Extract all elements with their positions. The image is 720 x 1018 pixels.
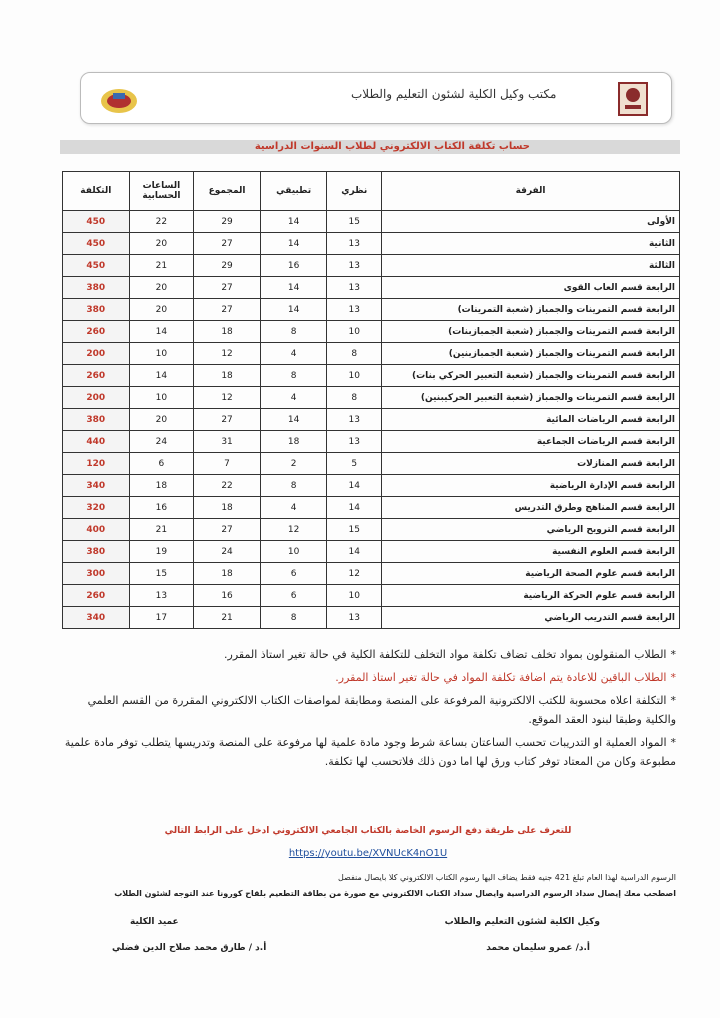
cell-practical: 4 [260, 343, 327, 365]
cell-division: الرابعة قسم التمرينات والجمباز (شعبة التمرينات) [382, 299, 680, 321]
header-theory: نظري [327, 172, 382, 211]
cell-division: الرابعة قسم المناهج وطرق التدريس [382, 497, 680, 519]
cell-credit-hours: 14 [129, 321, 194, 343]
table-row [63, 453, 680, 475]
cell-practical: 14 [260, 409, 327, 431]
table-row [63, 343, 680, 365]
cell-total: 18 [194, 497, 261, 519]
cell-total: 22 [194, 475, 261, 497]
cell-total: 21 [194, 607, 261, 629]
cell-theory: 5 [327, 453, 382, 475]
cell-practical: 8 [260, 475, 327, 497]
bullet-star-icon: * [670, 671, 676, 684]
cell-total: 18 [194, 365, 261, 387]
cell-theory: 13 [327, 431, 382, 453]
table-row [63, 563, 680, 585]
cell-total: 12 [194, 387, 261, 409]
cell-total: 16 [194, 585, 261, 607]
cell-practical: 8 [260, 365, 327, 387]
cell-cost: 120 [63, 453, 130, 475]
cell-division: الرابعة قسم الرياضات الجماعية [382, 431, 680, 453]
cell-total: 27 [194, 519, 261, 541]
cell-total: 27 [194, 299, 261, 321]
table-row [63, 233, 680, 255]
header-division: الفرقة [382, 172, 680, 211]
cell-practical: 14 [260, 211, 327, 233]
cell-total: 12 [194, 343, 261, 365]
cell-division: الرابعة قسم علوم الصحة الرياضية [382, 563, 680, 585]
cell-theory: 14 [327, 541, 382, 563]
table-row [63, 211, 680, 233]
table-row [63, 475, 680, 497]
cell-credit-hours: 24 [129, 431, 194, 453]
note-text: المواد العملية او التدريبات تحسب الساعتان بساعة شرط وجود مادة علمية لها مرفوعة على المنصة وتدريسها يتطلب توفر مادة علمية مطبوعة وكان من المعتاد توفر كتاب ورق لها اما دون ذلك فلاتحسب لها تكلفة. [64, 736, 676, 768]
cell-total: 27 [194, 277, 261, 299]
vice-dean-title: وكيل الكلية لشئون التعليم والطلاب [444, 917, 600, 927]
header-cost: التكلفة [63, 172, 130, 211]
cell-theory: 13 [327, 277, 382, 299]
note-item [60, 645, 676, 664]
cell-cost: 450 [63, 211, 130, 233]
cell-practical: 16 [260, 255, 327, 277]
cell-credit-hours: 20 [129, 277, 194, 299]
vice-dean-name: أ.د/ عمرو سليمان محمد [486, 943, 590, 953]
video-link[interactable]: https://youtu.be/XVNUcK4nO1U [288, 848, 448, 859]
cell-theory: 13 [327, 255, 382, 277]
cell-total: 7 [194, 453, 261, 475]
cell-practical: 4 [260, 387, 327, 409]
note-text: الطلاب المنقولون بمواد تخلف تضاف تكلفة مواد التخلف للتكلفة الكلية في حالة تغير استاذ المقرر. [224, 648, 667, 661]
cell-division: الرابعة قسم علوم الحركة الرياضية [382, 585, 680, 607]
fees-info [60, 870, 676, 902]
cell-practical: 14 [260, 277, 327, 299]
cell-division: الرابعة قسم التمرينات والجمباز (شعبة التعبير الحركيبنين) [382, 387, 680, 409]
table-row [63, 431, 680, 453]
cell-cost: 300 [63, 563, 130, 585]
table-row [63, 497, 680, 519]
cell-practical: 10 [260, 541, 327, 563]
cell-division: الرابعة قسم العلوم النفسية [382, 541, 680, 563]
header-practical: تطبيقي [260, 172, 327, 211]
cell-credit-hours: 14 [129, 365, 194, 387]
notes-list [60, 645, 676, 775]
cell-theory: 13 [327, 409, 382, 431]
cell-cost: 440 [63, 431, 130, 453]
cell-cost: 450 [63, 233, 130, 255]
table-row [63, 299, 680, 321]
cell-credit-hours: 13 [129, 585, 194, 607]
cell-division: الرابعة قسم التمرينات والجمباز (شعبة الجمبازبنين) [382, 343, 680, 365]
note-item [60, 733, 676, 771]
cell-cost: 380 [63, 541, 130, 563]
cell-credit-hours: 10 [129, 387, 194, 409]
cell-theory: 8 [327, 343, 382, 365]
cell-theory: 14 [327, 497, 382, 519]
cell-division: الأولى [382, 211, 680, 233]
cell-theory: 14 [327, 475, 382, 497]
cell-practical: 18 [260, 431, 327, 453]
cell-credit-hours: 21 [129, 519, 194, 541]
dean-title: عميد الكلية [130, 917, 179, 927]
fees-line-1: الرسوم الدراسية لهذا العام تبلغ 421 جنيه فقط يضاف اليها رسوم الكتاب الالكتروني كلا بايصال منفصل [337, 873, 676, 882]
cell-cost: 450 [63, 255, 130, 277]
note-text: التكلفة اعلاه محسوبة للكتب الالكترونية المرفوعة على المنصة ومطابقة لمواصفات الكتاب الالكتروني المقررة من القسم العلمي والكلية وطبقا لبنود العقد الموقع. [87, 694, 676, 726]
cell-total: 27 [194, 233, 261, 255]
cell-practical: 6 [260, 585, 327, 607]
cell-division: الرابعة قسم الترويح الرياضي [382, 519, 680, 541]
cell-credit-hours: 21 [129, 255, 194, 277]
cell-practical: 8 [260, 607, 327, 629]
cell-cost: 260 [63, 585, 130, 607]
cell-theory: 10 [327, 321, 382, 343]
cell-credit-hours: 20 [129, 409, 194, 431]
office-title: مكتب وكيل الكلية لشئون التعليم والطلاب [351, 87, 557, 101]
cell-division: الرابعة قسم التمرينات والجمباز (شعبة التعبير الحركي بنات) [382, 365, 680, 387]
university-logo-icon [99, 79, 139, 119]
cell-credit-hours: 10 [129, 343, 194, 365]
table-row [63, 409, 680, 431]
cell-division: الرابعة قسم التمرينات والجمباز (شعبة الجمبازبنات) [382, 321, 680, 343]
cell-total: 31 [194, 431, 261, 453]
cell-credit-hours: 22 [129, 211, 194, 233]
cell-practical: 6 [260, 563, 327, 585]
cell-theory: 13 [327, 607, 382, 629]
note-item [60, 691, 676, 729]
bullet-star-icon: * [670, 736, 676, 749]
table-row [63, 365, 680, 387]
faculty-logo-icon [613, 79, 653, 119]
cell-cost: 340 [63, 475, 130, 497]
cell-practical: 8 [260, 321, 327, 343]
cell-credit-hours: 6 [129, 453, 194, 475]
cell-division: الرابعة قسم العاب القوى [382, 277, 680, 299]
table-row [63, 387, 680, 409]
letterhead [80, 72, 672, 124]
cell-cost: 400 [63, 519, 130, 541]
cell-theory: 10 [327, 585, 382, 607]
cell-total: 18 [194, 321, 261, 343]
cell-division: الثالثة [382, 255, 680, 277]
cell-theory: 13 [327, 233, 382, 255]
cell-theory: 15 [327, 211, 382, 233]
cell-cost: 380 [63, 299, 130, 321]
cell-cost: 320 [63, 497, 130, 519]
cell-theory: 12 [327, 563, 382, 585]
dean-name: أ.د / طارق محمد صلاح الدين فضلي [112, 943, 267, 953]
cell-credit-hours: 17 [129, 607, 194, 629]
table-row [63, 541, 680, 563]
note-item [60, 668, 676, 687]
note-text: الطلاب الباقين للاعادة يتم اضافة تكلفة المواد في حالة تغير استاذ المقرر. [335, 671, 667, 684]
cell-total: 24 [194, 541, 261, 563]
table-body [63, 211, 680, 629]
table-header-row [63, 172, 680, 211]
cell-total: 18 [194, 563, 261, 585]
table-row [63, 585, 680, 607]
cell-cost: 340 [63, 607, 130, 629]
cell-practical: 2 [260, 453, 327, 475]
header-credit-hours: الساعات الحسابية [129, 172, 194, 211]
cell-practical: 14 [260, 299, 327, 321]
cell-practical: 14 [260, 233, 327, 255]
fees-line-2: اصطحب معك إيصال سداد الرسوم الدراسية وايصال سداد الكتاب الالكتروني مع صورة من بطاقة التطعيم بلقاح كورونا عند التوجه لشئون الطلاب [114, 889, 676, 898]
cell-total: 29 [194, 255, 261, 277]
cell-theory: 13 [327, 299, 382, 321]
table-row [63, 321, 680, 343]
payment-info: للتعرف على طريقة دفع الرسوم الخاصة بالكتاب الجامعي الالكتروني ادخل على الرابط التالي [164, 826, 572, 836]
cell-total: 27 [194, 409, 261, 431]
bullet-star-icon: * [670, 648, 676, 661]
cell-cost: 260 [63, 365, 130, 387]
cell-theory: 10 [327, 365, 382, 387]
cell-credit-hours: 16 [129, 497, 194, 519]
page-subtitle: حساب تكلفة الكتاب الالكتروني لطلاب السنوات الدراسية [254, 141, 530, 152]
cell-credit-hours: 20 [129, 233, 194, 255]
cell-division: الثانية [382, 233, 680, 255]
cell-credit-hours: 19 [129, 541, 194, 563]
cell-practical: 12 [260, 519, 327, 541]
cell-cost: 260 [63, 321, 130, 343]
table-row [63, 255, 680, 277]
cell-division: الرابعة قسم الإدارة الرياضية [382, 475, 680, 497]
cell-practical: 4 [260, 497, 327, 519]
cell-credit-hours: 15 [129, 563, 194, 585]
cell-theory: 15 [327, 519, 382, 541]
cell-total: 29 [194, 211, 261, 233]
cell-division: الرابعة قسم التدريب الرياضي [382, 607, 680, 629]
cell-division: الرابعة قسم المنازلات [382, 453, 680, 475]
cost-table [62, 171, 680, 629]
table-row [63, 607, 680, 629]
cell-cost: 380 [63, 277, 130, 299]
table-row [63, 277, 680, 299]
cell-division: الرابعة قسم الرياضات المائية [382, 409, 680, 431]
cell-credit-hours: 18 [129, 475, 194, 497]
cell-credit-hours: 20 [129, 299, 194, 321]
cell-cost: 380 [63, 409, 130, 431]
bullet-star-icon: * [670, 694, 676, 707]
cell-cost: 200 [63, 387, 130, 409]
cell-theory: 8 [327, 387, 382, 409]
header-total: المجموع [194, 172, 261, 211]
table-row [63, 519, 680, 541]
cell-cost: 200 [63, 343, 130, 365]
